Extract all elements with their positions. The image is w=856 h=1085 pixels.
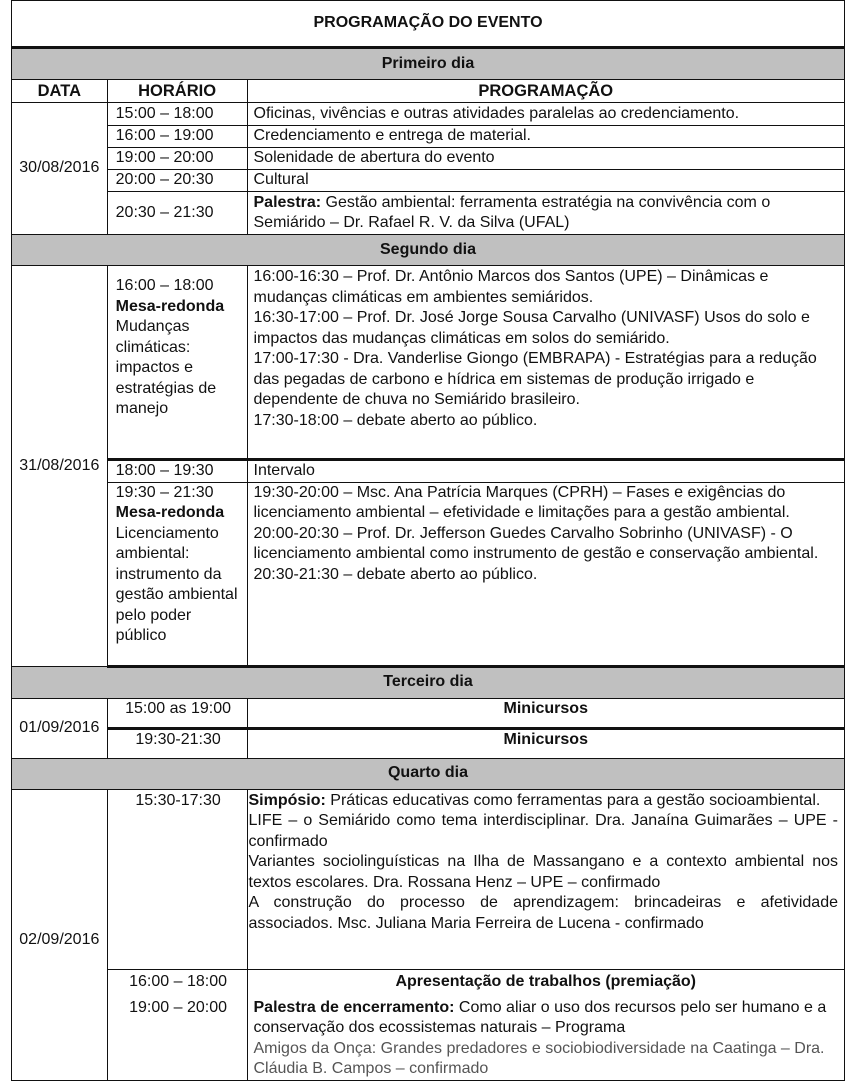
time-slot: 16:00 – 18:00 — [107, 969, 247, 996]
session-theme: Licenciamento ambiental: instrumento da gestão ambiental pelo poder público — [115, 524, 238, 644]
column-header-date: DATA — [12, 80, 108, 103]
program-item: Minicursos — [247, 698, 845, 728]
event-schedule-document — [11, 0, 845, 1081]
table-row — [12, 728, 845, 758]
time-slot: 16:00 – 19:00 — [107, 126, 247, 148]
day-date: 01/09/2016 — [12, 698, 108, 758]
table-row — [12, 148, 845, 170]
table-row — [12, 969, 845, 996]
program-label: Palestra de encerramento: — [253, 998, 455, 1016]
program-item: Credenciamento e entrega de material. — [247, 126, 845, 148]
program-item: Solenidade de abertura do evento — [247, 148, 845, 170]
page-title: PROGRAMAÇÃO DO EVENTO — [12, 1, 845, 48]
time-slot — [107, 482, 247, 666]
talk-item: 16:00-16:30 – Prof. Dr. Antônio Marcos dos Santos (UPE) – Dinâmicas e mudanças climáticas em ambientes semiáridos. — [253, 268, 769, 306]
program-item — [247, 482, 845, 666]
talk-item: 20:00-20:30 – Prof. Dr. Jefferson Guedes Carvalho Sobrinho (UNIVASF) - O licenciamento ambiental como instrumento de gestão e conservação ambiental. — [253, 524, 819, 562]
time-slot: 15:30-17:30 — [107, 789, 247, 969]
table-row — [12, 170, 845, 192]
talk-item: 17:30-18:00 – debate aberto ao público. — [253, 411, 538, 429]
column-headers — [12, 80, 845, 103]
program-item — [247, 789, 845, 969]
day-header-3: Terceiro dia — [12, 666, 845, 698]
table-row — [12, 482, 845, 666]
talk-item: LIFE – o Semiárido como tema interdisciplinar. Dra. Janaína Guimarães – UPE - confirmado — [248, 812, 838, 850]
schedule-table — [11, 0, 845, 1081]
talk-item: 17:00-17:30 - Dra. Vanderlise Giongo (EMBRAPA) - Estratégias para a redução das pegadas de carbono e hídrica em sistemas de produção irrigado e dependente de chuva no Semiárido brasileiro. — [253, 350, 817, 408]
program-label: Palestra: — [253, 193, 322, 211]
session-type: Mesa-redonda — [115, 297, 225, 315]
table-row — [12, 266, 845, 460]
day-header-2: Segundo dia — [12, 235, 845, 266]
time-slot: 18:00 – 19:30 — [107, 460, 247, 483]
column-header-program: PROGRAMAÇÃO — [247, 80, 845, 103]
table-row — [12, 698, 845, 728]
day-header-4: Quarto dia — [12, 758, 845, 789]
program-item: Intervalo — [247, 460, 845, 483]
time-slot: 20:00 – 20:30 — [107, 170, 247, 192]
day-header-1: Primeiro dia — [12, 48, 845, 80]
time-slot: 19:00 – 20:00 — [107, 996, 247, 1081]
table-row — [12, 103, 845, 126]
talk-item: Variantes sociolinguísticas na Ilha de Massangano e a contexto ambiental nos textos escolares. Dra. Rossana Henz – UPE – confirmado — [248, 853, 838, 891]
day-date: 02/09/2016 — [12, 789, 108, 1080]
talk-item: 20:30-21:30 – debate aberto ao público. — [253, 565, 538, 583]
table-row — [12, 996, 845, 1081]
program-item — [247, 192, 845, 235]
session-type: Mesa-redonda — [115, 504, 225, 521]
time-range: 16:00 – 18:00 — [115, 277, 214, 294]
table-row — [12, 192, 845, 235]
time-slot: 19:30-21:30 — [107, 728, 247, 758]
program-item — [247, 266, 845, 460]
program-item: Oficinas, vivências e outras atividades paralelas ao credenciamento. — [247, 103, 845, 126]
time-slot: 15:00 as 19:00 — [107, 698, 247, 728]
program-text-continued: Amigos da Onça: Grandes predadores e sociobiodiversidade na Caatinga – Dra. Cláudia B. Campos – confirmado — [253, 1039, 825, 1077]
program-text: Gestão ambiental: ferramenta estratégia na convivência com o Semiárido – Dr. Rafael R. V. da Silva (UFAL) — [253, 193, 771, 231]
talk-item: A construção do processo de aprendizagem: brincadeiras e afetividade associados. Msc. Juliana Maria Ferreira de Lucena - confirmado — [248, 894, 838, 932]
time-slot: 20:30 – 21:30 — [107, 192, 247, 235]
program-item — [247, 996, 845, 1081]
talk-item: 16:30-17:00 – Prof. Dr. José Jorge Sousa Carvalho (UNIVASF) Usos do solo e impactos das mudanças climáticas em solos do semiárido. — [253, 309, 810, 347]
time-slot: 15:00 – 18:00 — [107, 103, 247, 126]
table-row — [12, 460, 845, 483]
program-label: Simpósio: — [248, 791, 326, 809]
time-range: 19:30 – 21:30 — [115, 483, 214, 501]
table-row — [12, 126, 845, 148]
program-item: Cultural — [247, 170, 845, 192]
time-slot: 19:00 – 20:00 — [107, 148, 247, 170]
program-item: Minicursos — [247, 728, 845, 758]
program-text: Como aliar o uso dos recursos pelo ser humano e a conservação dos ecossistemas naturais – Programa — [253, 998, 827, 1036]
table-row — [12, 789, 845, 969]
session-theme: Mudanças climáticas: impactos e estratégias de manejo — [115, 318, 217, 417]
column-header-time: HORÁRIO — [107, 80, 247, 103]
program-item: Apresentação de trabalhos (premiação) — [247, 969, 845, 996]
talk-item: 19:30-20:00 – Msc. Ana Patrícia Marques (CPRH) – Fases e exigências do licenciamento ambiental – efetividade e limitações para a gestão ambiental. — [253, 483, 790, 521]
program-text: Práticas educativas como ferramentas para a gestão socioambiental. — [325, 791, 821, 809]
day-date: 30/08/2016 — [12, 103, 108, 235]
time-slot — [107, 266, 247, 460]
day-date: 31/08/2016 — [12, 266, 108, 667]
